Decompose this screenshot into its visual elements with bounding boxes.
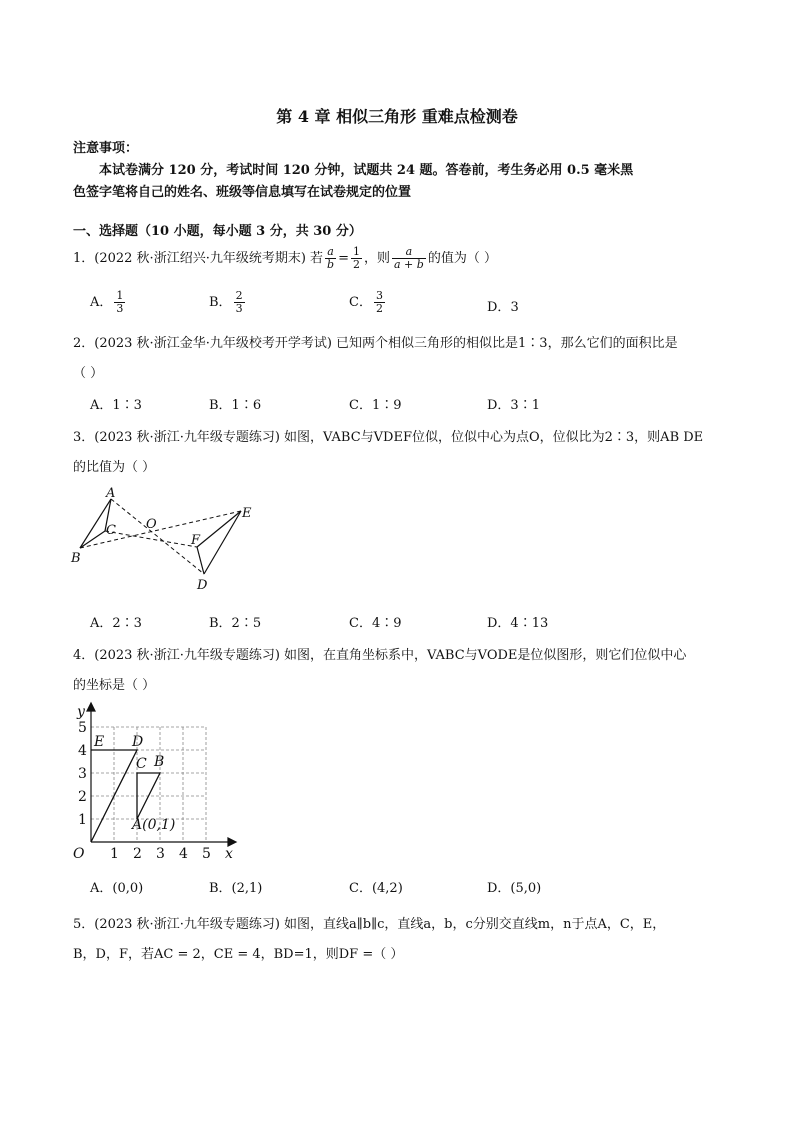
question-3-line-2: 的比值为（ ） xyxy=(73,460,156,475)
question-4: 4．(2023 秋·浙江·九年级专题练习) 如图，在直角坐标系中，VABC与VODE是位似图形，则它们位似中心 xyxy=(73,648,687,663)
page-title: 第 4 章 相似三角形 重难点检测卷 xyxy=(276,107,518,126)
q1-fraction-expr: $\frac{a}{a + b}$ xyxy=(394,245,424,271)
q1-option-a: A． $\frac{1}{3}$ xyxy=(90,289,124,315)
question-2: 2．(2023 秋·浙江金华·九年级校考开学考试) 已知两个相似三角形的相似比是1∶3，那么它们的面积比是 xyxy=(73,336,678,351)
q3-label-b: B xyxy=(71,551,81,566)
q4-x-tick-1: 1 xyxy=(110,846,119,862)
q4-x-tick-5: 5 xyxy=(202,846,211,862)
q4-y-label: y xyxy=(77,704,85,720)
q3-label-f: F xyxy=(191,533,201,548)
q4-option-c: C．(4,2) xyxy=(349,881,403,896)
q3-option-c: C．4∶9 xyxy=(349,616,402,631)
q2-option-c: C．1∶9 xyxy=(349,398,402,413)
q3-figure xyxy=(68,484,268,596)
question-5: 5．(2023 秋·浙江·九年级专题练习) 如图，直线a∥b∥c，直线a，b，c分别交直线m，n于点A，C，E， xyxy=(73,917,666,932)
q3-option-b: B．2∶5 xyxy=(209,616,262,631)
q4-x-arrow xyxy=(228,838,236,846)
q4-label-b: B xyxy=(154,754,165,770)
q1-option-b: B． $\frac{2}{3}$ xyxy=(209,289,243,315)
question-1 xyxy=(73,246,497,271)
q3-segment-ed xyxy=(204,511,241,574)
q2-option-b: B．1∶6 xyxy=(209,398,262,413)
q3-label-e: E xyxy=(242,506,252,521)
q4-label-c: C xyxy=(136,756,147,772)
q4-y-tick-3: 3 xyxy=(78,766,87,782)
q4-y-tick-4: 4 xyxy=(78,743,87,759)
q3-segment-bc xyxy=(80,531,105,548)
q4-x-tick-3: 3 xyxy=(156,846,165,862)
q3-option-d: D．4∶13 xyxy=(487,616,549,631)
q3-label-a: A xyxy=(106,486,116,501)
q3-dashed-be xyxy=(80,511,241,548)
q4-x-label: x xyxy=(225,846,233,862)
q3-dashed-cf xyxy=(105,531,197,547)
question-4-line-2: 的坐标是（ ） xyxy=(73,678,156,693)
q3-label-d: D xyxy=(197,578,208,593)
q4-x-tick-4: 4 xyxy=(179,846,188,862)
q1-fraction-ab: $\frac{a}{b}$ xyxy=(327,245,335,271)
q4-option-a: A．(0,0) xyxy=(90,881,144,896)
q4-coordinate-figure xyxy=(66,696,246,866)
q4-y-arrow xyxy=(87,703,95,711)
q1-suffix: 的值为（ ） xyxy=(427,251,497,266)
notice-line-2: 色签字笔将自己的姓名、班级等信息填写在试卷规定的位置 xyxy=(73,185,412,200)
q1-mid: ，则 xyxy=(363,251,390,266)
q1-option-c: C． $\frac{3}{2}$ xyxy=(349,289,383,315)
q1-prefix: 1．(2022 秋·浙江绍兴·九年级统考期末) 若 xyxy=(73,251,324,266)
question-5-line-2: B，D，F，若AC = 2，CE = 4，BD=1，则DF =（ ） xyxy=(73,947,404,962)
question-3: 3．(2023 秋·浙江·九年级专题练习) 如图，VABC与VDEF位似，位似中心为点O，位似比为2∶3，则AB DE xyxy=(73,430,704,445)
q4-option-b: B．(2,1) xyxy=(209,881,263,896)
q4-x-tick-2: 2 xyxy=(133,846,142,862)
q1-fraction-half: $\frac{1}{2}$ xyxy=(352,245,360,271)
q1-option-d: D．3 xyxy=(487,300,519,315)
q1-equals: = xyxy=(338,251,349,266)
q4-y-tick-5: 5 xyxy=(78,720,87,736)
question-2-line-2: （ ） xyxy=(73,366,104,381)
q4-label-d: D xyxy=(132,734,144,750)
q3-label-o: O xyxy=(146,517,157,532)
q2-option-d: D．3∶1 xyxy=(487,398,540,413)
q4-origin-label: O xyxy=(73,846,85,862)
q4-option-d: D．(5,0) xyxy=(487,881,542,896)
q3-segment-fd xyxy=(197,547,204,574)
q4-y-tick-1: 1 xyxy=(78,812,87,828)
q3-option-a: A．2∶3 xyxy=(90,616,142,631)
q2-option-a: A．1∶3 xyxy=(90,398,142,413)
notice-line-1: 本试卷满分 120 分，考试时间 120 分钟，试题共 24 题。答卷前，考生务必用 0.5 毫米黑 xyxy=(99,163,634,178)
q4-y-tick-2: 2 xyxy=(78,789,87,805)
q4-label-e: E xyxy=(94,734,105,750)
q4-label-a: A(0,1) xyxy=(132,817,176,833)
section-heading: 一、选择题（10 小题，每小题 3 分，共 30 分） xyxy=(73,224,362,239)
q3-label-c: C xyxy=(106,523,116,538)
notice-heading: 注意事项： xyxy=(73,141,139,156)
